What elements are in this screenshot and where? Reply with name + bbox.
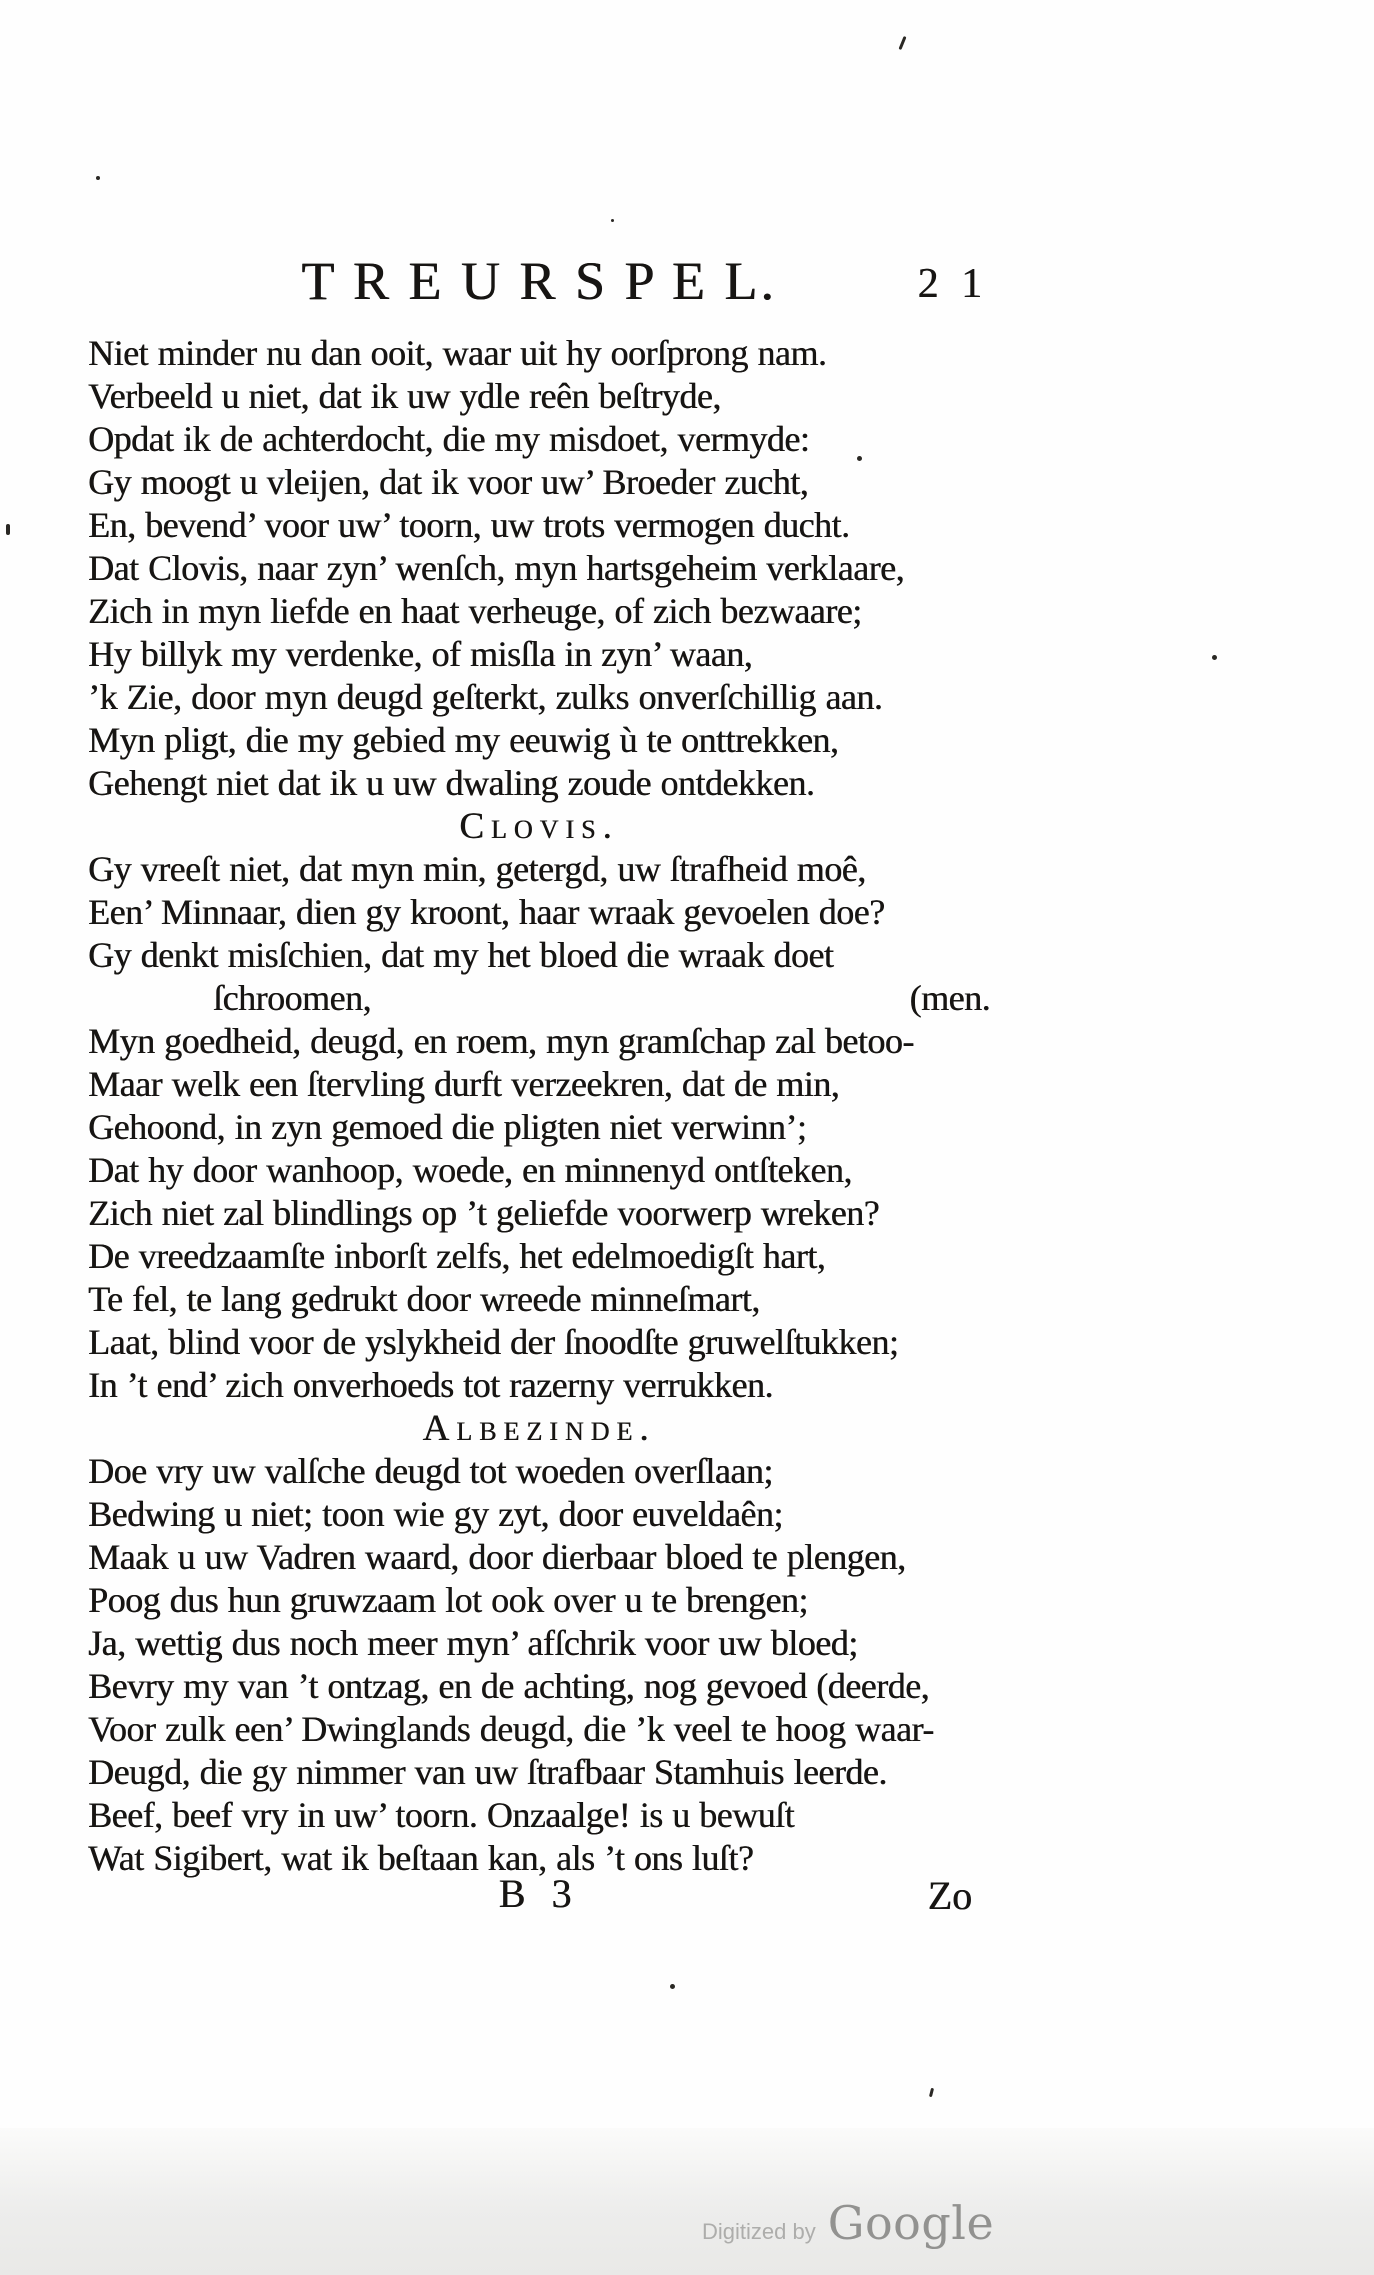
verse-line: Bedwing u niet; toon wie gy zyt, door euveldaên; xyxy=(88,1494,783,1534)
verse-line: Laat, blind voor de yslykheid der ſnoodſte gruwelſtukken; xyxy=(88,1322,899,1362)
scan-speck xyxy=(611,219,614,222)
verse-line: Een’ Minnaar, dien gy kroont, haar wraak gevoelen doe? xyxy=(88,892,885,932)
verse-line: Zich in myn liefde en haat verheuge, of zich bezwaare; xyxy=(88,591,862,631)
verse-line: Voor zulk een’ Dwinglands deugd, die ’k veel te hoog waar- xyxy=(88,1709,934,1749)
verse-line: Zich niet zal blindlings op ’t geliefde voorwerp wreken? xyxy=(88,1193,880,1233)
page-number: 2 1 xyxy=(917,261,988,307)
verse-line: Maak u uw Vadren waard, door dierbaar bloed te plengen, xyxy=(88,1537,906,1577)
verse-line: Gy denkt misſchien, dat my het bloed die wraak doet xyxy=(88,935,834,975)
digitization-watermark xyxy=(702,2196,994,2250)
verse-line: Myn pligt, die my gebied my eeuwig ù te onttrekken, xyxy=(88,720,839,760)
verse-line: Te fel, te lang gedrukt door wreede minneſmart, xyxy=(88,1279,760,1319)
verse-line: Wat Sigibert, wat ik beſtaan kan, als ’t ons luſt? xyxy=(88,1838,754,1878)
signature-mark: B 3 xyxy=(498,1871,580,1916)
verse-line: Niet minder nu dan ooit, waar uit hy oorſprong nam. xyxy=(88,333,827,373)
scan-speck xyxy=(670,1984,675,1989)
turnover-word: (men. xyxy=(909,978,990,1018)
verse-line: De vreedzaamſte inborſt zelfs, het edelmoedigſt hart, xyxy=(88,1236,826,1276)
verse-line: Gehengt niet dat ik u uw dwaling zoude ontdekken. xyxy=(88,763,815,803)
verse-line: ’k Zie, door myn deugd geſterkt, zulks onverſchillig aan. xyxy=(88,677,883,717)
verse-line: Ja, wettig dus noch meer myn’ afſchrik voor uw bloed; xyxy=(88,1623,858,1663)
verse-line: Gehoond, in zyn gemoed die pligten niet verwinn’; xyxy=(88,1107,807,1147)
speaker-name-clovis: Clovis. xyxy=(459,806,619,847)
verse-line: Hy billyk my verdenke, of misſla in zyn’ waan, xyxy=(88,634,753,674)
catchword: Zo xyxy=(927,1873,972,1918)
verse-line: Dat hy door wanhoop, woede, en minnenyd ontſteken, xyxy=(88,1150,852,1190)
verse-line-fragment: ſchroomen, xyxy=(213,978,371,1018)
watermark-prefix-label: Digitized by xyxy=(702,2219,816,2244)
scan-speck xyxy=(6,524,10,535)
scan-shadow-band xyxy=(0,2128,1374,2275)
verse-line: Bevry my van ’t ontzag, en de achting, nog gevoed (deerde, xyxy=(88,1666,930,1706)
page-footer xyxy=(88,1870,990,1916)
verse-line: Poog dus hun gruwzaam lot ook over u te brengen; xyxy=(88,1580,808,1620)
verse-line: Myn goedheid, deugd, en roem, myn gramſchap zal betoo- xyxy=(88,1021,914,1061)
verse-line-with-turnover xyxy=(88,977,990,1020)
scan-speck xyxy=(96,176,100,180)
scan-speck xyxy=(929,2088,934,2097)
verse-line: Deugd, die gy nimmer van uw ſtrafbaar Stamhuis leerde. xyxy=(88,1752,887,1792)
verse-line: Gy moogt u vleijen, dat ik voor uw’ Broeder zucht, xyxy=(88,462,809,502)
page-header-title: T R E U R S P E L. xyxy=(301,251,777,311)
scan-speck xyxy=(1212,655,1217,660)
speaker-name-albezinde: Albezinde. xyxy=(422,1408,656,1449)
verse-line: Dat Clovis, naar zyn’ wenſch, myn hartsgeheim verklaare, xyxy=(88,548,905,588)
scan-speck xyxy=(898,36,906,50)
verse-line: Opdat ik de achterdocht, die my misdoet, vermyde: xyxy=(88,419,810,459)
verse-line: En, bevend’ voor uw’ toorn, uw trots vermogen ducht. xyxy=(88,505,850,545)
verse-line: Gy vreeſt niet, dat myn min, getergd, uw ſtrafheid moê, xyxy=(88,849,866,889)
scan-speck xyxy=(857,456,862,461)
google-logo: Google xyxy=(827,2196,995,2250)
verse-line: Maar welk een ſtervling durft verzeekren, dat de min, xyxy=(88,1064,840,1104)
verse-line: Doe vry uw valſche deugd tot woeden overſlaan; xyxy=(88,1451,773,1491)
running-header xyxy=(88,250,990,332)
verse-line: Beef, beef vry in uw’ toorn. Onzaalge! is u bewuſt xyxy=(88,1795,795,1835)
verse-line: In ’t end’ zich onverhoeds tot razerny verrukken. xyxy=(88,1365,773,1405)
verse-line: Verbeeld u niet, dat ik uw ydle reên beſtryde, xyxy=(88,376,721,416)
text-column xyxy=(88,250,990,1880)
